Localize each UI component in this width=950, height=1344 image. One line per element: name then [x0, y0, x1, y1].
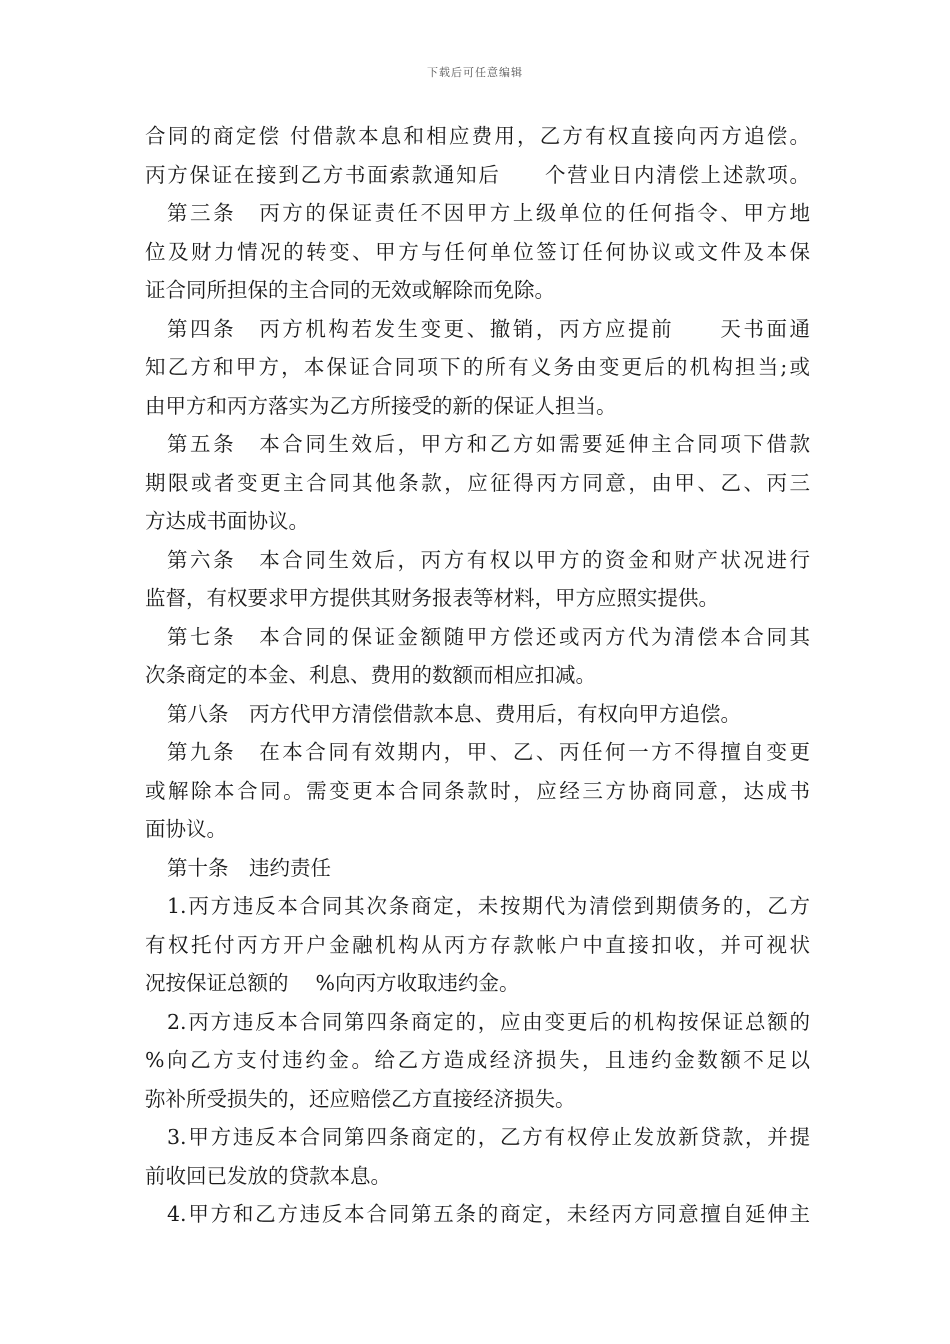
document-line: 第七条 本合同的保证金额随甲方偿还或丙方代为清偿本合同其 — [167, 624, 810, 649]
document-line: 4.甲方和乙方违反本合同第五条的商定，未经丙方同意擅自延伸主 — [167, 1202, 810, 1226]
document-line: 由甲方和丙方落实为乙方所接受的新的保证人担当。 — [145, 393, 617, 418]
document-line: 第八条 丙方代甲方清偿借款本息、费用后，有权向甲方追偿。 — [167, 701, 741, 726]
document-line: 面协议。 — [145, 817, 227, 841]
document-line: 期限或者变更主合同其他条款，应征得丙方同意，由甲、乙、丙三 — [145, 470, 810, 495]
document-body — [145, 117, 810, 1234]
document-line: 第九条 在本合同有效期内，甲、乙、丙任何一方不得擅自变更 — [167, 740, 810, 764]
document-line: 弥补所受损失的，还应赔偿乙方直接经济损失。 — [145, 1086, 576, 1111]
document-line: 况按保证总额的 %向丙方收取违约金。 — [145, 971, 520, 995]
document-line: 前收回已发放的贷款本息。 — [145, 1163, 391, 1188]
document-line: 第六条 本合同生效后，丙方有权以甲方的资金和财产状况进行 — [167, 547, 810, 572]
document-line: 第四条 丙方机构若发生变更、撤销，丙方应提前 天书面通 — [167, 316, 810, 341]
document-line: 证合同所担保的主合同的无效或解除而免除。 — [145, 278, 555, 302]
document-line: 方达成书面协议。 — [145, 509, 309, 533]
document-line: 1.丙方违反本合同其次条商定，未按期代为清偿到期债务的，乙方 — [167, 894, 810, 918]
document-line: 第十条 违约责任 — [167, 855, 331, 880]
document-line: 第三条 丙方的保证责任不因甲方上级单位的任何指令、甲方地 — [167, 201, 810, 225]
document-line: 第五条 本合同生效后，甲方和乙方如需要延伸主合同项下借款 — [167, 432, 810, 456]
document-line: 2.丙方违反本合同第四条商定的，应由变更后的机构按保证总额的 — [167, 1009, 810, 1034]
document-line: 位及财力情况的转变、甲方与任何单位签订任何协议或文件及本保 — [145, 239, 810, 264]
document-line: 监督，有权要求甲方提供其财务报表等材料，甲方应照实提供。 — [145, 586, 719, 610]
document-line: 次条商定的本金、利息、费用的数额而相应扣减。 — [145, 663, 596, 687]
document-line: 3.甲方违反本合同第四条商定的，乙方有权停止发放新贷款，并提 — [167, 1125, 810, 1149]
document-line: 有权托付丙方开户金融机构从丙方存款帐户中直接扣收，并可视状 — [145, 932, 810, 957]
document-line: 知乙方和甲方，本保证合同项下的所有义务由变更后的机构担当;或 — [145, 355, 810, 379]
document-line: 合同的商定偿 付借款本息和相应费用，乙方有权直接向丙方追偿。 — [145, 124, 810, 148]
document-line: 丙方保证在接到乙方书面索款通知后 个营业日内清偿上述款项。 — [145, 162, 810, 187]
document-line: %向乙方支付违约金。给乙方造成经济损失，且违约金数额不足以 — [145, 1048, 810, 1072]
document-line: 或解除本合同。需变更本合同条款时，应经三方协商同意，达成书 — [145, 778, 810, 803]
page-header-note: 下载后可任意编辑 — [427, 66, 523, 79]
